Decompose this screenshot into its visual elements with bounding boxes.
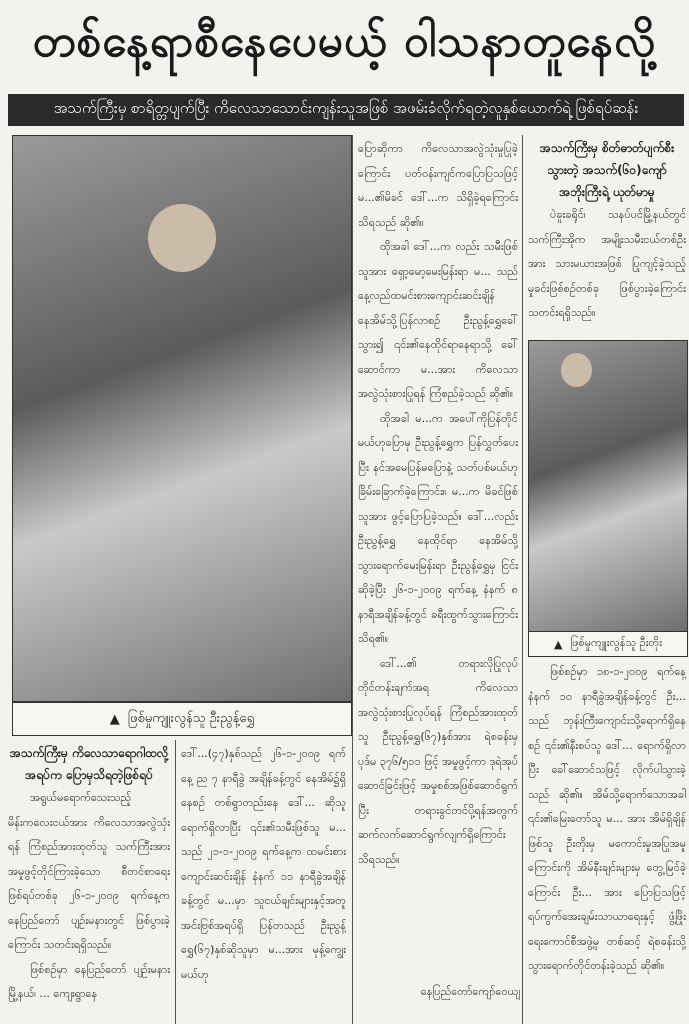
face-shape	[148, 204, 216, 272]
photo-caption	[528, 631, 688, 657]
left-article-col2	[181, 742, 346, 1024]
photo-suspect-u-nyunt-shwe	[12, 135, 352, 702]
right-article-top	[528, 137, 686, 337]
column-divider	[522, 135, 523, 1024]
paragraph: ထိုအခါ မ...က အပေါ်ကိုပြန်တိုင်မယ်ဟုပြောမှ ဦးညွန့်ရွှေက ပြန်လွှတ်ပေးပြီး နင်အမေပြန်မပြောနဲ့ သတ်ပစ်မယ်ဟုခြိမ်းခြောက်ခဲ့ကြောင်း။ မ...က မိခင်ဖြစ်သူအား ဖွင့်ပြောပြခဲ့သည်။ ဒေါ်...လည်း ဦးညွန့်ရွှေ နေထိုင်ရာ နေအိမ်သို့ သွားရောက်မေးမြန်းရာ ဦးညွန့်ရွှေမှ ငြင်းဆိုခဲ့ပြီး ၂၆-၁-၂၀၀၉ ရက်နေ့ နံနက် ၈ နာရီအချိန်ခန့်တွင် ခရီးထွက်သွားကြောင်း သိရ၏။	[358, 411, 518, 645]
paragraph: ထိုအခါ ဒေါ်...က လည်း သမီးဖြစ်သူအား ရှော့မော့မေးမြန်းရာ မ... သည် နေ့လည်ထမင်းစားကျောင်းဆင်းချိန် နေအိမ်သို့ပြန်လာစဉ် ဦးညွန့်ရွှေခေါ်သွား၍ ၎င်း၏နေထိုင်ရာနေရာသို့ ခေါ်ဆောင်ကာ မ...အား ကိလေသာ အလွဲသုံးစားပြုရန် ကြံစည်ခဲ့သည် ဆို၏။	[358, 240, 518, 400]
face-shape	[561, 353, 593, 388]
triangle-marker-icon: ▲	[109, 711, 120, 727]
column-divider	[175, 740, 176, 1024]
middle-column	[358, 137, 518, 967]
photo-caption	[12, 702, 352, 736]
paragraph: ဖြစ်စဉ်မှာ နေပြည်တော် ပျဉ်းမနားမြို့နယ်၊ ... ကျေးရွာနေ	[8, 962, 170, 1000]
caption-text: ဖြစ်မှုကျူးလွန်သူ ဦးတိုး	[570, 636, 663, 649]
left-article-heading	[8, 742, 170, 786]
paragraph: ဒေါ်...(၄၇)နှစ်သည် ၂၆-၁-၂၀၀၉ ရက်နေ့ ည ၇ နာရီခွဲ အချိန်ခန့်တွင် နေအိမ်၌ရှိနေစဉ် တစ်ရွာတည်းနေ ဒေါ်... ဆိုသူရောက်ရှိလာပြီး ၎င်း၏သမီးဖြစ်သူ မ... သည် ၂၁-၁-၂၀၀၉ ရက်နေ့က ထမင်းစားကျောင်းဆင်းချိန် နံနက် ၁၁ နာရီခွဲအချိန်ခန့်တွင် မ...မှာ သူငယ်ချင်းများနှင့်အတူ အင်းဗြစ်အရပ်ရှိ ပြန်တသည် ဦးညွန့်ရွှေ(၆၇)နှစ်ဆိုသူမှာ မ...အား မုန့်ကျွေးမယ်ဟု	[181, 747, 346, 981]
column-divider	[352, 135, 353, 1024]
right-article-heading	[528, 137, 686, 203]
photo-suspect-u-toe	[528, 340, 688, 632]
caption-text: ဖြစ်မှုကျူးလွန်သူ ဦးညွန့်ရွှေ	[127, 710, 255, 726]
heading-line: အရပ်က ပြောမှသိရတဲ့ဖြစ်ရပ်	[25, 768, 153, 782]
heading-line: အသက်ကြီးမှ ကိလေသာရောဂါထလို့	[9, 746, 169, 760]
paragraph: ပြောဆိုကာ ကိလေသာအလွဲသုံးမှုပြုခဲ့ကြောင်း ပတ်ဝန်းကျင်ကပြောပြသဖြင့် မ...၏မိခင် ဒေါ်...က သိရှိခဲ့ရကြောင်း သိရသည် ဆို၏။	[358, 142, 518, 229]
heading-line: အဘိုးကြီးရဲ့ ယုတ်မာမှု	[559, 185, 655, 199]
paragraph: ဒေါ်...၏ တရားလိုပြုလုပ်တိုင်တန်းချက်အရ ကိလေသာအလွဲသုံးစားပြုလုပ်ရန် ကြံစည်အားထုတ်သူ ဦးညွန့်ရွှေ(၆၇)နှစ်အား ရဲစခန်းမှ ပုဒ်မ ၃၇၆/၅၁၁ ဖြင့် အမှုဖွင့်ကာ ဒုရဲအုပ်ဆောင်ခြင်းဖြင့် အမှုစစ်အဖြစ်ဆောင်ရွက်ပြီး တရားခွင်တင်ပို့ရန်အတွက် ဆက်လက်ဆောင်ရွက်လျက်ရှိကြောင်း သိရသည်။	[358, 656, 518, 866]
subheadline-bar: အသက်ကြီးမှ စာရိတ္တပျက်ပြီး ကိလေသာသောင်းကျန်းသူအဖြစ် အဖမ်းခံလိုက်ရတဲ့လူနှစ်ယောက်ရဲ့ ဖြစ်ရပ်ဆန်း	[8, 94, 684, 126]
byline: နေပြည်တော်ကျော်ဝေယျ	[420, 985, 520, 998]
left-article-col1	[8, 742, 170, 1024]
triangle-marker-icon: ▲	[553, 637, 563, 651]
headline: တစ်နေ့ရာစီနေပေမယ့် ဝါသနာတူနေလို့	[32, 16, 657, 67]
paragraph: ဖြစ်စဉ်မှာ ၁၈-၁-၂၀၀၉ ရက်နေ့ နံနက် ၁၀ နာရီခွဲအချိန်ခန့်တွင် ဦး... သည် ဘုန်းကြီးကျောင်းသို့ရောက်ရှိနေစဉ် ၎င်း၏နီးစပ်သူ ဒေါ်... ရောက်ရှိလာပြီး ခေါ်ဆောင်သဖြင့် လိုက်ပါသွားခဲ့သည် ဆို၏။ အိမ်သို့ရောက်သောအခါ ၎င်း၏မြေးတော်သူ မ... အား အိမ်ရှိချိန်ဖြစ်သူ ဦးတိုးမှ မကောင်းမှုအပြုအမူကြောင်းကို အိမ်နီးချင်းများမှ တွေ့မြင်ခဲ့ကြောင်း ဦး... အား ပြောပြသဖြင့် ရပ်ကွက်အေးချမ်းသာယာရေးနှင့် ဖွံ့ဖြိုးရေးကောင်စီအဖွဲ့မှ တစ်ဆင့် ရဲစခန်းသို့ သွားရောက်တိုင်တန်းခဲ့သည် ဆို၏။	[528, 665, 686, 972]
right-article-bottom	[528, 660, 686, 1024]
paragraph: အရွယ်မရောက်သေးသည့် မိန်းကလေးငယ်အား ကိလေသာအလွဲသုံးရန် ကြံစည်အားထုတ်သူ သက်ကြီးအား အမှုဖွင့်တိုင်ကြားခဲ့သော စီတင်စာရေးဖြစ်ရပ်တစ်ခု ၂၆-၁-၂၀၀၉ ရက်နေ့က နေပြည်တော် ပျဉ်းမနားတွင် ဖြစ်ပွားခဲ့ကြောင်း သတင်းရရှိသည်။	[8, 791, 170, 951]
paragraph: ပဲခူးခရိုင်၊ သနပ်ပင်မြို့နယ်တွင် သက်ကြီးအိုက အမျိုးသမီးငယ်တစ်ဦးအား သားမယားအဖြစ် ပြုကျင့်ခဲ့သည့် မှုခင်းဖြစ်စဉ်တစ်ခု ဖြစ်ပွားခဲ့ကြောင်း သတင်းရရှိသည်။	[528, 208, 686, 319]
heading-line: အသက်ကြီးမှ စိတ်ဓာတ်ပျက်စီး	[539, 141, 675, 155]
heading-line: သွားတဲ့ အသက်(၆၀)ကျော်	[547, 163, 667, 177]
